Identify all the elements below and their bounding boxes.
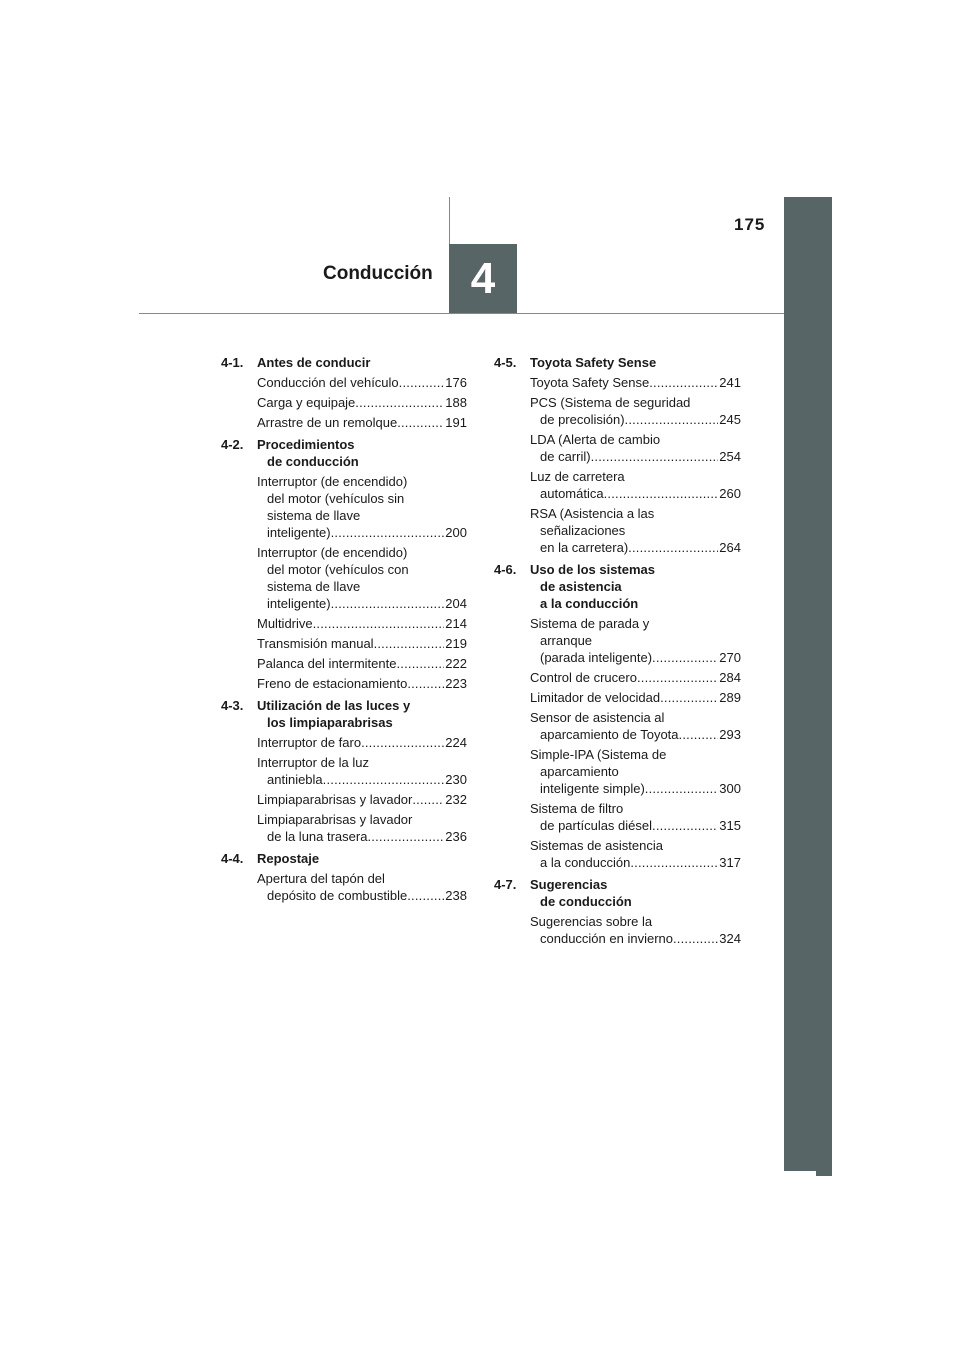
toc-entry[interactable]	[530, 431, 741, 465]
entry-page-number: 270	[719, 650, 741, 665]
toc-entry[interactable]	[530, 913, 741, 947]
entry-text: Limpiaparabrisas y lavador	[257, 812, 413, 827]
dot-leader	[628, 539, 718, 556]
entry-page-number: 232	[445, 792, 467, 807]
entry-page-number: 245	[719, 412, 741, 427]
toc-entry[interactable]	[257, 655, 467, 672]
entry-text: de precolisión)	[540, 412, 625, 427]
toc-section	[221, 850, 467, 904]
toc-entry[interactable]	[530, 837, 741, 871]
section-heading	[494, 876, 741, 910]
entry-page-number: 254	[719, 449, 741, 464]
entry-page-number: 224	[445, 735, 467, 750]
page-number: 175	[734, 215, 766, 234]
toc-entry[interactable]	[257, 414, 467, 431]
section-title: Procedimientos de conducción	[257, 437, 359, 469]
entry-text: Sistema de filtro	[530, 801, 624, 816]
entry-text: Limpiaparabrisas y lavador	[257, 792, 413, 807]
entry-page-number: 300	[719, 781, 741, 796]
toc-entry[interactable]	[530, 746, 741, 797]
entry-text: Luz de carretera	[530, 469, 625, 484]
entry-page-number: 176	[445, 375, 467, 390]
entry-text: de la luna trasera	[267, 829, 368, 844]
toc-entry[interactable]	[257, 870, 467, 904]
entry-text: del motor (vehículos sin	[267, 491, 405, 506]
entry-text: Freno de estacionamiento	[257, 676, 408, 691]
entry-text: Simple-IPA (Sistema de	[530, 747, 667, 762]
entry-text: Interruptor de faro	[257, 735, 362, 750]
section-title: Uso de los sistemas de asistencia a la conducción	[530, 562, 655, 611]
dot-leader	[331, 595, 445, 612]
dot-leader	[397, 414, 444, 431]
toc-entry[interactable]	[257, 374, 467, 391]
entry-text: PCS (Sistema de seguridad	[530, 395, 691, 410]
dot-leader	[649, 374, 718, 391]
entry-text: de carril)	[540, 449, 591, 464]
entry-page-number: 241	[719, 375, 741, 390]
entry-page-number: 200	[445, 525, 467, 540]
entry-text: Palanca del intermitente	[257, 656, 397, 671]
dot-leader	[331, 524, 445, 541]
dot-leader	[407, 675, 444, 692]
entry-text: Sistemas de asistencia	[530, 838, 663, 853]
section-heading	[221, 697, 467, 731]
entry-text: en la carretera)	[540, 540, 629, 555]
toc-entry[interactable]	[530, 669, 741, 686]
dot-leader	[367, 828, 444, 845]
section-heading	[494, 561, 741, 612]
entry-page-number: 204	[445, 596, 467, 611]
dot-leader	[660, 689, 718, 706]
entry-page-number: 324	[719, 931, 741, 946]
dot-leader	[652, 649, 718, 666]
toc-column-left	[221, 354, 467, 909]
entry-page-number: 260	[719, 486, 741, 501]
entry-text: Multidrive	[257, 616, 313, 631]
dot-leader	[652, 817, 718, 834]
dot-leader	[637, 669, 718, 686]
section-title: Utilización de las luces y los limpiaparabrisas	[257, 698, 411, 730]
toc-entry[interactable]	[530, 615, 741, 666]
section-title: Sugerencias de conducción	[530, 877, 632, 909]
toc-entry[interactable]	[530, 394, 741, 428]
entry-text: arranque	[540, 633, 593, 648]
section-title: Antes de conducir	[257, 355, 371, 370]
entry-page-number: 222	[445, 656, 467, 671]
toc-section	[494, 561, 741, 871]
section-heading	[494, 354, 741, 371]
toc-entry[interactable]	[257, 754, 467, 788]
toc-entry[interactable]	[257, 615, 467, 632]
entry-text: Limitador de velocidad	[530, 690, 661, 705]
header-rule	[139, 313, 784, 314]
entry-text: conducción en invierno	[540, 931, 673, 946]
chapter-side-bar	[784, 197, 832, 1171]
toc-entry[interactable]	[530, 689, 741, 706]
toc-entry[interactable]	[257, 811, 467, 845]
entry-text: aparcamiento de Toyota	[540, 727, 679, 742]
entry-text: del motor (vehículos con	[267, 562, 409, 577]
entry-text: Sistema de parada y	[530, 616, 650, 631]
dot-leader	[323, 771, 445, 788]
chapter-title: Conducción	[323, 263, 433, 284]
dot-leader	[396, 655, 444, 672]
dot-leader	[407, 887, 444, 904]
section-number: 4-6.	[494, 562, 517, 577]
toc-column-right	[494, 354, 741, 952]
toc-section	[221, 436, 467, 692]
entry-page-number: 219	[445, 636, 467, 651]
dot-leader	[313, 615, 445, 632]
entry-page-number: 317	[719, 855, 741, 870]
entry-text: Carga y equipaje	[257, 395, 356, 410]
toc-entry[interactable]	[530, 709, 741, 743]
entry-page-number: 230	[445, 772, 467, 787]
dot-leader	[673, 930, 718, 947]
section-title: Repostaje	[257, 851, 320, 866]
header-divider	[449, 197, 450, 244]
entry-text: inteligente simple)	[540, 781, 645, 796]
dot-leader	[679, 726, 719, 743]
side-bar-notch	[816, 1171, 832, 1176]
entry-text: Interruptor (de encendido)	[257, 545, 408, 560]
entry-page-number: 238	[445, 888, 467, 903]
entry-text: depósito de combustible	[267, 888, 408, 903]
entry-text: sistema de llave	[267, 508, 361, 523]
dot-leader	[604, 485, 719, 502]
section-heading	[221, 850, 467, 867]
entry-page-number: 293	[719, 727, 741, 742]
toc-entry[interactable]	[257, 734, 467, 751]
entry-text: inteligente)	[267, 596, 331, 611]
toc-entry[interactable]	[257, 675, 467, 692]
entry-page-number: 289	[719, 690, 741, 705]
entry-text: inteligente)	[267, 525, 331, 540]
entry-page-number: 284	[719, 670, 741, 685]
dot-leader	[399, 374, 445, 391]
entry-page-number: 223	[445, 676, 467, 691]
chapter-number-tab: 4	[449, 244, 517, 314]
entry-page-number: 188	[445, 395, 467, 410]
section-number: 4-4.	[221, 851, 244, 866]
dot-leader	[355, 394, 444, 411]
section-title: Toyota Safety Sense	[530, 355, 657, 370]
dot-leader	[645, 780, 719, 797]
entry-text: (parada inteligente)	[540, 650, 653, 665]
entry-text: Sensor de asistencia al	[530, 710, 665, 725]
section-number: 4-5.	[494, 355, 517, 370]
entry-text: RSA (Asistencia a las	[530, 506, 655, 521]
dot-leader	[591, 448, 719, 465]
entry-text: sistema de llave	[267, 579, 361, 594]
toc-section	[494, 354, 741, 556]
entry-page-number: 214	[445, 616, 467, 631]
section-number: 4-7.	[494, 877, 517, 892]
entry-text: a la conducción	[540, 855, 631, 870]
toc-entry[interactable]	[530, 374, 741, 391]
section-heading	[221, 436, 467, 470]
entry-text: Toyota Safety Sense	[530, 375, 650, 390]
entry-text: antiniebla	[267, 772, 323, 787]
toc-entry[interactable]	[257, 544, 467, 612]
toc-entry[interactable]	[530, 468, 741, 502]
entry-text: Conducción del vehículo	[257, 375, 399, 390]
section-number: 4-1.	[221, 355, 244, 370]
entry-text: Arrastre de un remolque	[257, 415, 398, 430]
toc-entry[interactable]	[530, 800, 741, 834]
entry-text: de partículas diésel	[540, 818, 653, 833]
toc-entry[interactable]	[257, 473, 467, 541]
entry-text: Transmisión manual	[257, 636, 374, 651]
toc-entry[interactable]	[257, 635, 467, 652]
entry-page-number: 315	[719, 818, 741, 833]
toc-section	[221, 354, 467, 431]
dot-leader	[361, 734, 444, 751]
toc-entry[interactable]	[257, 394, 467, 411]
entry-text: Interruptor (de encendido)	[257, 474, 408, 489]
entry-text: Apertura del tapón del	[257, 871, 385, 886]
section-heading	[221, 354, 467, 371]
entry-text: Interruptor de la luz	[257, 755, 370, 770]
dot-leader	[630, 854, 718, 871]
entry-text: señalizaciones	[540, 523, 626, 538]
toc-entry[interactable]	[257, 791, 467, 808]
entry-text: Sugerencias sobre la	[530, 914, 653, 929]
toc-entry[interactable]	[530, 505, 741, 556]
dot-leader	[625, 411, 719, 428]
entry-text: LDA (Alerta de cambio	[530, 432, 661, 447]
entry-text: Control de crucero	[530, 670, 637, 685]
section-number: 4-2.	[221, 437, 244, 452]
toc-section	[221, 697, 467, 845]
dot-leader	[412, 791, 444, 808]
entry-page-number: 264	[719, 540, 741, 555]
entry-page-number: 236	[445, 829, 467, 844]
entry-text: automática	[540, 486, 604, 501]
toc-section	[494, 876, 741, 947]
entry-text: aparcamiento	[540, 764, 619, 779]
section-number: 4-3.	[221, 698, 244, 713]
entry-page-number: 191	[445, 415, 467, 430]
dot-leader	[374, 635, 445, 652]
